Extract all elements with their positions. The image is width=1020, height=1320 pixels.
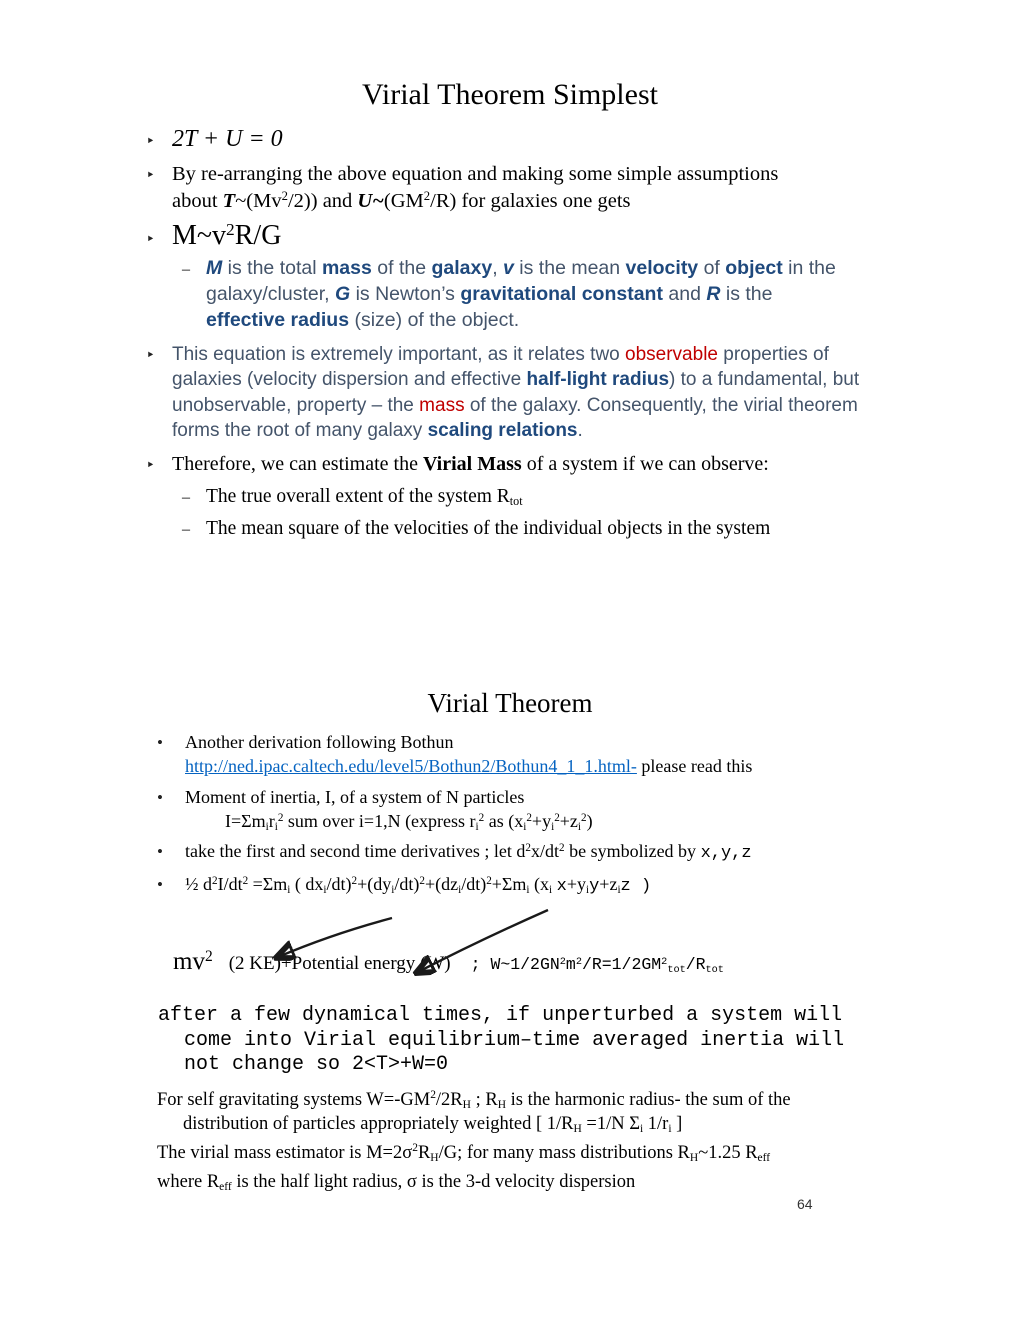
text-run: of the galaxy. Consequently, the virial theorem forms the root of many galaxy xyxy=(172,394,858,441)
bothun-paragraph xyxy=(185,731,752,778)
bullet-row xyxy=(0,786,1020,809)
half-d2i-equation xyxy=(185,873,651,898)
text-line: come into Virial equilibrium–time averaged inertia will xyxy=(184,1028,845,1052)
text-run: This equation is extremely important, as it relates two xyxy=(172,344,626,366)
text-run: By re-arranging the above equation and making some simple assumptions about xyxy=(172,163,779,212)
dash-bullet-icon: – xyxy=(182,489,190,507)
triangle-bullet-icon: ‣ xyxy=(146,458,155,475)
slide-virial-theorem-simplest xyxy=(0,0,1020,540)
bullet-row xyxy=(0,873,1020,898)
text-run: object xyxy=(725,257,783,280)
text-run: mass xyxy=(321,257,372,280)
text-run: of xyxy=(698,257,726,280)
text-run: ) to a fundamental, but unobservable, property – the xyxy=(172,369,860,416)
text-run: Therefore, we can estimate the xyxy=(172,453,423,476)
virial-mass-paragraph xyxy=(172,453,769,476)
self-gravitating-paragraph xyxy=(0,1088,1020,1136)
text-run: v xyxy=(503,257,514,280)
mass-definition-paragraph xyxy=(206,256,854,334)
text-line: distribution of particles appropriately weighted [ $1/R_H =1/N$ $\Sigma_i$ $1/r_i$ ] xyxy=(183,1113,683,1135)
slide2-title: Virial Theorem xyxy=(427,688,593,719)
text-line: For self gravitating systems $W=-GM^2/2R_H$ ; $R_H$ is the harmonic radius- the sum of the xyxy=(157,1089,791,1111)
dot-bullet-icon: • xyxy=(157,875,163,895)
dot-bullet-icon: • xyxy=(157,733,163,753)
mean-square-item: The mean square of the velocities of the individual objects in the system xyxy=(206,518,771,540)
text-run: velocity xyxy=(625,257,699,280)
triangle-bullet-icon: ‣ xyxy=(146,348,155,365)
text-run: x xyxy=(556,877,567,897)
text-run: T xyxy=(222,189,236,212)
text-run: effective radius xyxy=(206,309,350,332)
mv-squared-label: $mv^2$ xyxy=(173,947,213,976)
slide1-title: Virial Theorem Simplest xyxy=(362,78,658,111)
text-run: in the galaxy/cluster, xyxy=(206,257,836,306)
dash-bullet-icon: – xyxy=(182,261,190,279)
half-light-radius-line: where $R_{eff}$ is the half light radius, σ is the 3-d velocity dispersion xyxy=(157,1171,636,1193)
text-run: of the xyxy=(371,257,432,280)
equation-m-v2r-g: $M\sim v^2R/G$ xyxy=(172,219,282,252)
text-run: ~(Mv$^2$/2)) and xyxy=(235,188,358,212)
text-run: U~ xyxy=(357,189,384,212)
text-run: $+z_i$ xyxy=(599,874,621,897)
bullet-row xyxy=(0,840,1020,865)
text-run: is the mean xyxy=(513,257,626,280)
importance-paragraph xyxy=(172,342,872,443)
extent-item: The true overall extent of the system $R_{tot}$ xyxy=(206,486,523,509)
slide-virial-theorem xyxy=(0,688,1020,1194)
text-run: $+y_i$ xyxy=(566,874,590,897)
text-run: take the first and second time derivatives ; let $d^2x/dt^2$ be symbolized by xyxy=(185,841,701,862)
sub-bullet-row xyxy=(0,486,1020,508)
bullet-row xyxy=(0,161,1020,214)
virial-mass-estimator-line: The virial mass estimator is $M=2\sigma^2R_H/G$; for many mass distributions $R_H\sim 1.25$ $R_{eff}$ xyxy=(157,1142,771,1164)
text-run: Another derivation following Bothun xyxy=(185,732,454,753)
text-run: x,y,z xyxy=(700,844,752,864)
dot-bullet-icon: • xyxy=(157,787,163,807)
text-run: Virial Mass xyxy=(422,453,522,476)
rearranging-paragraph xyxy=(172,161,817,214)
text-run: z ) xyxy=(620,877,652,897)
inertia-sum-equation: $I=\Sigma m_ir_i^2$ sum over i=1,N (express $r_i^2$ as $(x_i^2+y_i^2+z_i^2)$ xyxy=(225,811,593,834)
bullet-row xyxy=(0,453,1020,476)
text-line: not change so 2<T>+W=0 xyxy=(184,1053,449,1077)
bothun-link[interactable]: http://ned.ipac.caltech.edu/level5/Bothun2/Bothun4_1_1.html- xyxy=(185,755,637,776)
text-run: properties of galaxies (velocity dispersion and effective xyxy=(172,344,829,391)
text-run: please read this xyxy=(636,755,753,776)
text-run: M xyxy=(206,257,223,280)
text-run: half-light radius xyxy=(526,369,670,391)
triangle-bullet-icon: ‣ xyxy=(146,168,155,184)
text-run: and xyxy=(662,283,707,306)
text-run: R xyxy=(706,283,721,306)
bullet-row xyxy=(0,126,1020,153)
text-run: $(GM^2/R)$ for galaxies one gets xyxy=(383,188,631,212)
text-line: after a few dynamical times, if unperturbed a system will xyxy=(158,1004,843,1028)
bullet-row xyxy=(0,342,1020,443)
text-run: is the xyxy=(720,283,773,306)
text-run: G xyxy=(334,283,351,306)
bullet-row xyxy=(0,731,1020,778)
triangle-bullet-icon: ‣ xyxy=(146,134,155,150)
kinetic-potential-equation-row xyxy=(0,948,1020,976)
text-run: is the total xyxy=(222,257,322,280)
text-run: scaling relations xyxy=(427,419,578,441)
text-run: mass xyxy=(419,394,465,416)
text-run: is Newton’s xyxy=(350,283,461,306)
moment-of-inertia-line: Moment of inertia, I, of a system of N particles xyxy=(185,786,525,807)
text-run: ½ $d^2I/dt^2 =\Sigma m_i$ ( $dx_i/dt)^2+(dy_i/dt)^2+(dz_i/dt)^2+\Sigma m_i$ ($x_i$ xyxy=(185,874,553,897)
text-run: y xyxy=(589,877,600,897)
ke-potential-label: (2 KE)+Potential energy (W) xyxy=(228,953,451,975)
page-number: 64 xyxy=(797,1196,813,1212)
text-run: galaxy xyxy=(431,257,493,280)
equation-2t-plus-u: 2T + U = 0 xyxy=(172,126,283,152)
text-run: . xyxy=(577,419,583,441)
text-run: of a system if we can observe: xyxy=(521,453,769,476)
text-run: observable xyxy=(625,344,718,366)
derivatives-line xyxy=(185,840,752,865)
sub-bullet-row xyxy=(0,518,1020,540)
w-relation-equation: ; $W\sim 1/2GN^2m^2/R=1/2GM^2_{tot}/R_{tot}$ xyxy=(470,955,724,977)
dynamical-times-paragraph xyxy=(0,1004,1020,1077)
sub-bullet-row xyxy=(0,256,1020,334)
triangle-bullet-icon: ‣ xyxy=(146,232,155,249)
text-run: , xyxy=(492,257,504,280)
bullet-row xyxy=(0,220,1020,252)
dot-bullet-icon: • xyxy=(157,842,163,862)
text-run: (size) of the object. xyxy=(349,309,520,332)
dash-bullet-icon: – xyxy=(182,521,190,539)
text-run: gravitational constant xyxy=(460,283,663,306)
